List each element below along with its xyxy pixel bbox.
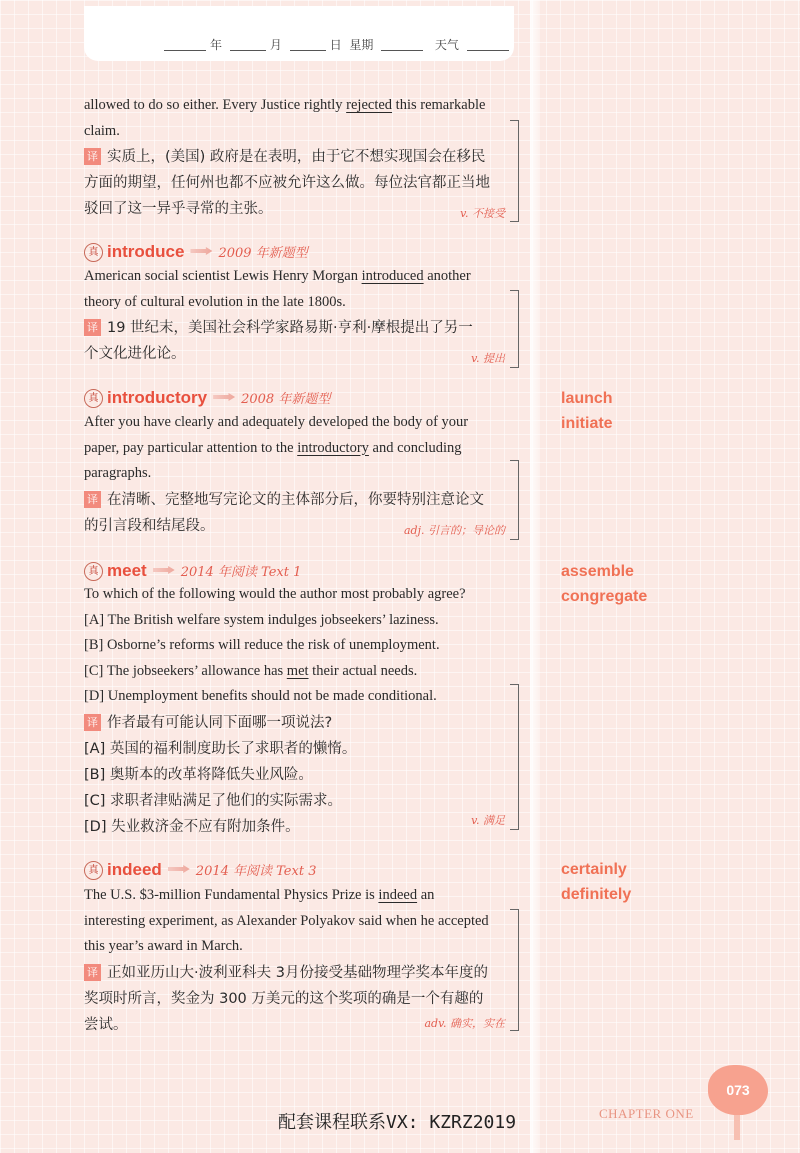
real-exam-icon: 真: [84, 861, 103, 880]
entry-introductory: [84, 410, 519, 539]
example-sentence: American social scientist Lewis Henry Morgan introduced another theory of cultural evolution in the late 1800s.: [84, 268, 471, 310]
chapter-label: CHAPTER ONE: [599, 1106, 694, 1121]
real-exam-icon: 真: [84, 562, 103, 581]
translation-marker: 译: [84, 319, 101, 336]
date-fields: [160, 36, 513, 53]
synonym: initiate: [561, 415, 613, 432]
year-label: 年: [210, 38, 223, 52]
exam-source: 2014 年阅读 Text 1: [180, 565, 302, 580]
entry-head-indeed: [84, 860, 316, 882]
entry-head-meet: [84, 561, 301, 583]
gloss-bracket: [510, 120, 519, 222]
headword: introduce: [107, 242, 185, 261]
page-divider: [530, 0, 540, 1153]
gloss-bracket: [510, 684, 519, 830]
entry-introduce: [84, 264, 519, 367]
example-sentence: allowed to do so either. Every Justice rightly rejected this remarkable claim.: [84, 97, 486, 139]
arrow-icon: [168, 865, 190, 873]
translation: 译 在清晰、完整地写完论文的主体部分后，你要特别注意论文 的引言段和结尾段。: [84, 491, 484, 534]
arrow-icon: [153, 566, 175, 574]
day-label: 日: [329, 38, 342, 52]
page-number: 073: [708, 1065, 768, 1115]
headword: indeed: [107, 860, 162, 879]
translation: 译 19 世纪末，美国社会科学家路易斯·亨利·摩根提出了另一 个文化进化论。: [84, 320, 473, 362]
arrow-icon: [213, 393, 235, 401]
month-label: 月: [269, 38, 282, 52]
synonym: launch: [561, 390, 613, 407]
synonym: congregate: [561, 588, 648, 605]
gloss: v. 不接受: [460, 207, 505, 220]
exam-source: 2014 年阅读 Text 3: [195, 864, 317, 879]
entry-reject-continuation: [84, 93, 519, 222]
weekday-label: 星期: [349, 38, 374, 52]
entry-meet: [84, 582, 519, 840]
headword: meet: [107, 561, 147, 580]
gloss-bracket: [510, 290, 519, 368]
entry-head-introductory: [84, 388, 330, 410]
gloss: adj. 引言的；导论的: [403, 524, 505, 537]
translation-marker: 译: [84, 148, 101, 165]
translation: 译 实质上，(美国) 政府是在表明，由于它不想实现国会在移民 方面的期望，任何州也都不应被允许这么做。每位法官都正当地 驳回了这一异乎寻常的主张。: [84, 149, 490, 217]
translation-marker: 译: [84, 964, 101, 981]
headword: introductory: [107, 388, 208, 407]
translation: 译 正如亚历山大·波利亚科夫 3月份接受基础物理学奖本年度的 奖项时所言，奖金为 300 万美元的这个奖项的确是一个有趣的 尝试。: [84, 964, 488, 1033]
synonym: assemble: [561, 563, 634, 580]
gloss-bracket: [510, 460, 519, 540]
weather-label: 天气: [434, 38, 459, 52]
entry-indeed: [84, 883, 519, 1038]
synonyms-introductory: [561, 386, 613, 436]
synonyms-indeed: [561, 857, 631, 907]
synonym: certainly: [561, 861, 627, 878]
example-sentence: The U.S. $3-million Fundamental Physics Prize is indeed an interesting experiment, as Alexander Polyakov said when he accepted this year’s award in March.: [84, 887, 489, 954]
translation: 译 作者最有可能认同下面哪一项说法? [A] 英国的福利制度助长了求职者的懒惰。 [B] 奥斯本的改革将降低失业风险。 [C] 求职者津贴满足了他们的实际需求。 [D] 失业救济金不应有附加条件。: [84, 714, 357, 835]
exam-source: 2009 年新题型: [218, 246, 308, 261]
example-question: To which of the following would the author most probably agree? [A] The British welfare system indulges jobseekers’ laziness. [B] Osborne’s reforms will reduce the risk of unemployment. [C] The jobseekers’ allowance has met their actual needs. [D] Unemployment benefits should not be made conditional.: [84, 586, 466, 704]
gloss: v. 提出: [471, 352, 505, 365]
translation-marker: 译: [84, 714, 101, 731]
exam-source: 2008 年新题型: [241, 392, 331, 407]
synonym: definitely: [561, 886, 632, 903]
promo-text: 配套课程联系VX: KZRZ2019: [278, 1112, 517, 1133]
synonyms-meet: [561, 559, 647, 609]
entry-head-introduce: [84, 242, 308, 264]
gloss: v. 满足: [471, 814, 505, 827]
gloss: adv. 确实，实在: [424, 1017, 505, 1030]
arrow-icon: [190, 247, 212, 255]
real-exam-icon: 真: [84, 243, 103, 262]
real-exam-icon: 真: [84, 389, 103, 408]
translation-marker: 译: [84, 491, 101, 508]
tree-trunk-icon: [734, 1112, 740, 1140]
example-sentence: After you have clearly and adequately developed the body of your paper, pay particular attention to the introductory and concluding paragraphs.: [84, 414, 469, 481]
gloss-bracket: [510, 909, 519, 1031]
